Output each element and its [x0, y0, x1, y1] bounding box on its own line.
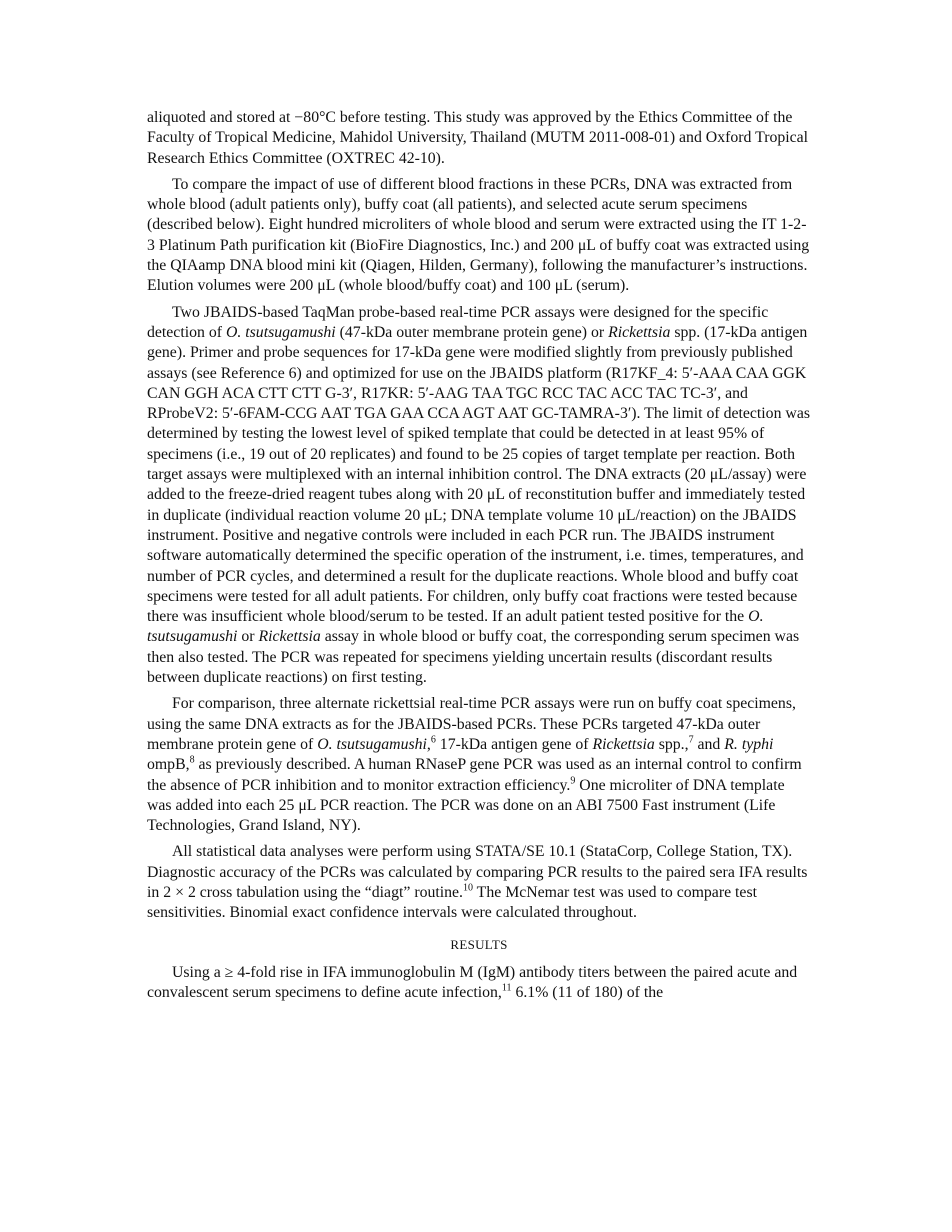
- text-run: For comparison, three alternate rickettsial real-time PCR assays were run on buffy coat specimens, using the same DNA extracts as for the JBAIDS-based PCRs. These PCRs targeted 47-kDa outer membrane protein gene of: [147, 695, 796, 753]
- paragraph-statistics: [147, 842, 811, 923]
- text-run: ompB,: [147, 756, 190, 774]
- paragraph-comparison-assays: For comparison, three alternate rickettsial real-time PCR assays were run on buffy coat specimens, using the same DNA extracts as for the JBAIDS-based PCRs. These PCRs targeted 47-kDa outer membrane protein gene of O. tsutsugamushi,$^6$ 17-kDa antigen gene of Rickettsia spp.,$^7$ and R. typhi ompB,$^8$ as previously described. A human RNaseP gene PCR was used as an internal control to confirm the absence of PCR inhibition and to monitor extraction efficiency.$^9$ One microliter of DNA template was added into each 25 μL PCR reaction. The PCR was done on an ABI 7500 Fast instrument (Life Technologies, Grand Island, NY).: [147, 695, 802, 835]
- italic-species: Rickettsia: [608, 323, 671, 341]
- paragraph-results-intro: [147, 963, 811, 1004]
- text-run: and: [693, 735, 725, 753]
- document-page: [147, 108, 811, 1009]
- text-run: as previously described. A human RNaseP gene PCR was used as an internal control to confirm the absence of PCR inhibition and to monitor extraction efficiency.: [147, 756, 802, 794]
- italic-species: O. tsutsugamushi: [147, 608, 764, 646]
- italic-species: O. tsutsugamushi: [225, 323, 336, 341]
- text-run: 6.1% (11 of 180) of the: [511, 984, 664, 1002]
- paragraph-specimen-storage: aliquoted and stored at −80°C before testing. This study was approved by the Ethics Committee of the Faculty of Tropical Medicine, Mahidol University, Thailand (MUTM 2011-008-01) and Oxford Tropical Research Ethics Committee (OXTREC 42-10).: [147, 109, 809, 167]
- paragraph-dna-extraction: To compare the impact of use of different blood fractions in these PCRs, DNA was extracted from whole blood (adult patients only), buffy coat (all patients), and selected acute serum specimens (described below). Eight hundred microliters of whole blood and serum were extracted using the IT 1-2-3 Platinum Path purification kit (BioFire Diagnostics, Inc.) and 200 μL of buffy coat was extracted using the QIAamp DNA blood mini kit (Qiagen, Hilden, Germany), following the manufacturer’s instructions. Elution volumes were 200 μL (whole blood/buffy coat) and 100 μL (serum).: [147, 175, 810, 295]
- text-run: spp. (17-kDa antigen gene). Primer and probe sequences for 17-kDa gene were modified slightly from previously published assays (see Reference 6) and optimized for use on the JBAIDS platform (R17KF_4: 5′-AAA CAA GGK CAN GGH ACA CTT CTT G-3′, R17KR: 5′-AAG TAA TGC RCC TAC ACC TAC TC-3′, and RProbeV2: 5′-6FAM-CCG AAT TGA GAA CCA AGT AAT GC-TAMRA-3′). The limit of detection was determined by testing the lowest level of spiked template that could be detected in at least 95% of specimens (i.e., 19 out of 20 replicates) and found to be 25 copies of target template per reaction. Both target assays were multiplexed with an internal inhibition control. The DNA extracts (20 μL/assay) were added to the freeze-dried reagent tubes along with 20 μL of reconstitution buffer and immediately tested in duplicate (individual reaction volume 20 μL; DNA template volume 10 μL/reaction) on the JBAIDS instrument. Positive and negative controls were included in each PCR run. The JBAIDS instrument software automatically determined the specific operation of the instrument, i.e. times, temperatures, and number of PCR cycles, and determined a result for the duplicate reactions. Whole blood and buffy coat specimens were tested for all adult patients. For children, only buffy coat fractions were tested because there was insufficient whole blood/serum to be tested. If an adult patient tested positive for the: [147, 323, 810, 626]
- italic-species: O. tsutsugamushi: [317, 735, 427, 753]
- italic-species: Rickettsia: [258, 628, 321, 646]
- citation-superscript: 11: [501, 982, 512, 994]
- text-run: (47-kDa outer membrane protein gene) or: [335, 323, 609, 341]
- text-run: spp.,: [654, 735, 689, 753]
- text-run: 17-kDa antigen gene of: [435, 735, 593, 753]
- text-run: Two JBAIDS-based TaqMan probe-based real-time PCR assays were designed for the specific detection of: [147, 303, 769, 341]
- italic-species: Rickettsia: [592, 735, 655, 753]
- text-run: Using a ≥ 4-fold rise in IFA immunoglobulin M (IgM) antibody titers between the paired acute and convalescent serum specimens to define acute infection,: [147, 963, 798, 1002]
- citation-superscript: 8: [189, 754, 195, 766]
- text-run: The McNemar test was used to compare test sensitivities. Binomial exact confidence intervals were calculated throughout.: [147, 883, 757, 922]
- text-run: or: [237, 628, 259, 646]
- paragraph-jbaids-assays: [147, 303, 811, 689]
- citation-superscript: 7: [688, 734, 694, 746]
- italic-species: R. typhi: [724, 735, 774, 753]
- citation-superscript: 9: [570, 775, 576, 787]
- section-heading-results: RESULTS: [450, 936, 508, 952]
- text-run: assay in whole blood or buffy coat, the corresponding serum specimen was then also tested. The PCR was repeated for specimens yielding uncertain results (discordant results between duplicate reactions) on first testing.: [147, 628, 800, 687]
- citation-superscript: 10: [463, 882, 474, 894]
- text-run: One microliter of DNA template was added into each 25 μL PCR reaction. The PCR was done on an ABI 7500 Fast instrument (Life Technologies, Grand Island, NY).: [147, 776, 785, 835]
- text-run: All statistical data analyses were perform using STATA/SE 10.1 (StataCorp, College Station, TX). Diagnostic accuracy of the PCRs was calculated by comparing PCR results to the paired sera IFA results in 2 × 2 cross tabulation using the “diagt” routine.: [147, 843, 808, 901]
- citation-superscript: 6: [430, 734, 436, 746]
